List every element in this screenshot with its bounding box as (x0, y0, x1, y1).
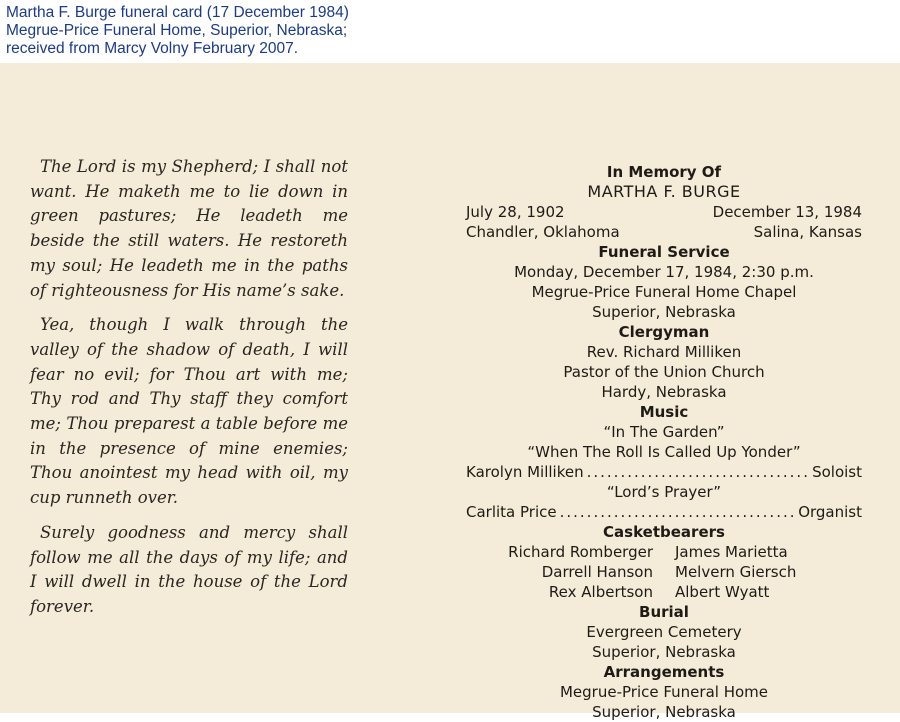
music-heading: Music (639, 403, 689, 421)
soloist-row (466, 462, 862, 482)
arrangements-home: Megrue-Price Funeral Home (559, 683, 768, 701)
casketbearer: Melvern Giersch (675, 563, 797, 581)
funeral-card (0, 63, 900, 721)
birth-date: July 28, 1902 (466, 203, 565, 221)
dates-row (466, 202, 862, 222)
death-date: December 13, 1984 (712, 203, 862, 221)
song-2: “When The Roll Is Called Up Yonder” (527, 443, 801, 461)
caption-line-1: Martha F. Burge funeral card (17 December 1984) (6, 4, 349, 21)
service-location: Megrue-Price Funeral Home Chapel (531, 283, 797, 301)
caption-line-3: received from Marcy Volny February 2007. (6, 40, 299, 57)
psalm-text (30, 155, 348, 630)
service-city: Superior, Nebraska (592, 303, 736, 321)
psalm-paragraph-2: Yea, though I walk through the valley of the shadow of death, I will fear no evil; for Thou art with me; Thy rod and Thy staff they comfort me; Thou preparest a table before me in the presence of mine enemies; Thou anointest my head with oil, my cup runneth over. (30, 315, 348, 508)
burial-heading: Burial (639, 603, 689, 621)
song-3: “Lord’s Prayer” (606, 483, 722, 501)
clergy-title: Pastor of the Union Church (563, 363, 765, 381)
casketbearer-pair (466, 542, 862, 562)
casketbearer-pair (466, 582, 862, 602)
clergy-name: Rev. Richard Milliken (586, 343, 742, 361)
birth-place: Chandler, Oklahoma (466, 223, 620, 241)
casketbearer: Darrell Hanson (541, 563, 653, 581)
casketbearers-heading: Casketbearers (603, 523, 725, 541)
organist-role: Organist (798, 503, 862, 521)
casketbearer: James Marietta (675, 543, 788, 561)
clergy-city: Hardy, Nebraska (601, 383, 727, 401)
burial-city: Superior, Nebraska (592, 643, 736, 661)
song-1: “In The Garden” (603, 423, 725, 441)
casketbearer-pair (466, 562, 862, 582)
deceased-name: MARTHA F. BURGE (587, 182, 741, 201)
organist-name: Carlita Price (466, 503, 557, 521)
image-caption (6, 4, 349, 58)
arrangements-city: Superior, Nebraska (592, 703, 736, 721)
leader-dots (587, 462, 809, 482)
memory-heading: In Memory Of (606, 163, 722, 181)
death-place: Salina, Kansas (753, 223, 862, 241)
soloist-name: Karolyn Milliken (466, 463, 584, 481)
places-row (466, 222, 862, 242)
psalm-paragraph-3: Surely goodness and mercy shall follow me all the days of my life; and I will dwell in the house of the Lord forever. (30, 522, 348, 616)
burial-place: Evergreen Cemetery (586, 623, 742, 641)
arrangements-heading: Arrangements (603, 663, 725, 681)
organist-row (466, 502, 862, 522)
service-heading: Funeral Service (598, 243, 730, 261)
casketbearer: Albert Wyatt (675, 583, 770, 601)
clergy-heading: Clergyman (618, 323, 710, 341)
psalm-paragraph-1: The Lord is my Shepherd; I shall not want. He maketh me to lie down in green pastures; He leadeth me beside the still waters. He restoreth my soul; He leadeth me in the paths of righteousness for His name’s sake. (30, 157, 348, 300)
leader-dots (560, 502, 796, 522)
service-details (466, 162, 862, 722)
caption-line-2: Megrue-Price Funeral Home, Superior, Nebraska; (6, 22, 348, 39)
casketbearer: Richard Romberger (508, 543, 653, 561)
service-datetime: Monday, December 17, 1984, 2:30 p.m. (514, 263, 814, 281)
soloist-role: Soloist (812, 463, 862, 481)
casketbearer: Rex Albertson (548, 583, 653, 601)
